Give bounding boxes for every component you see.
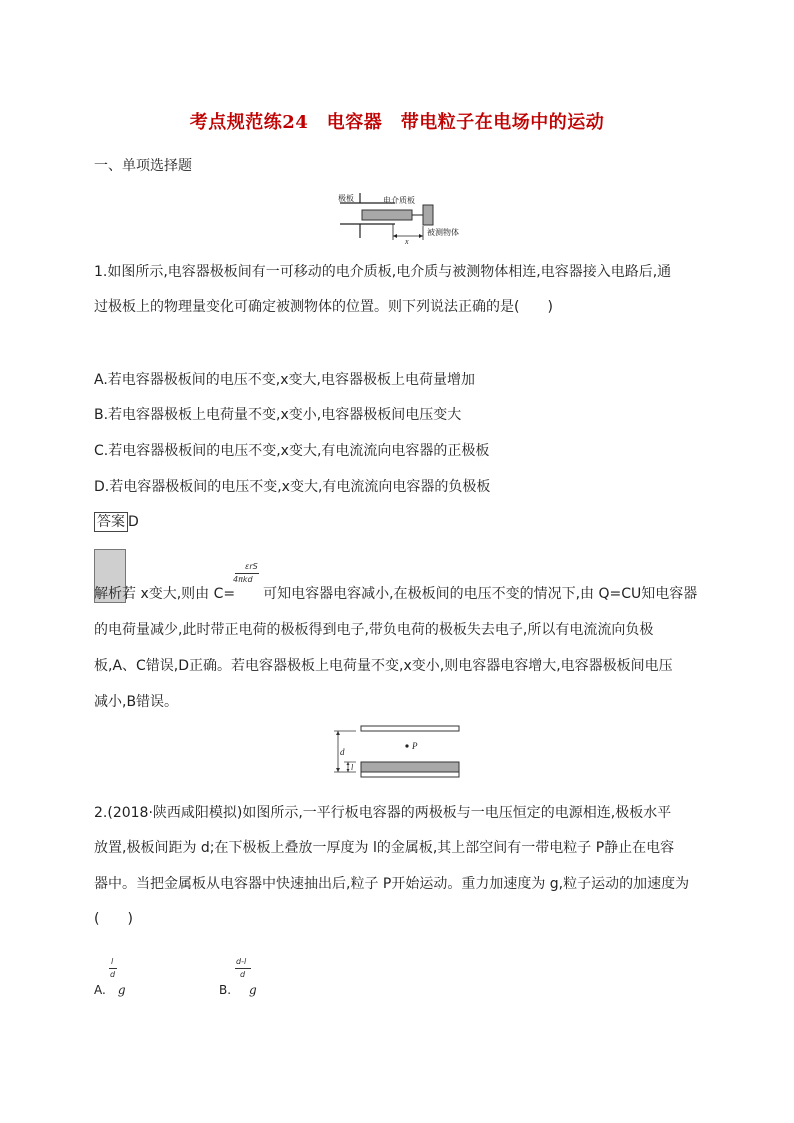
label-p: P [412,741,418,751]
q2-stem-line2: 放置,极板间距为 d;在下极板上叠放一厚度为 l的金属板,其上部空间有一带电粒子 P静止在电容 [94,840,675,856]
q2-option-b [219,983,257,997]
section-heading: 一、单项选择题 [94,158,192,174]
q2-stem-line1: 2.(2018·陕西咸阳模拟)如图所示,一平行板电容器的两极板与一电压恒定的电源相连,极板水平 [94,805,672,821]
q1-analysis-line4: 减小,B错误。 [94,694,179,710]
label-dielectric: 电介质板 [383,196,415,205]
optA-label: A. [94,983,106,997]
analysis-post: 可知电容器电容减小,在极板间的电压不变的情况下,由 Q=CU知电容器 [263,586,698,602]
optA-denominator: d [110,970,116,979]
label-d: d [340,747,345,757]
parallel-plate-figure [326,722,466,782]
q1-analysis-line3: 板,A、C错误,D正确。若电容器极板上电荷量不变,x变小,则电容器电容增大,电容器极板间电压 [94,658,673,674]
optA-bar [109,968,117,969]
q1-analysis-line1 [94,584,697,604]
answer-tag: 答案 [94,512,128,532]
optB-bar [235,968,251,969]
q2-option-a [94,983,126,997]
answer-value: D [128,514,139,530]
optB-g: g [249,983,257,997]
optB-label: B. [219,983,232,997]
q1-option-a: A.若电容器极板间的电压不变,x变大,电容器极板上电荷量增加 [94,372,475,388]
label-object: 被测物体 [427,228,459,237]
optB-numerator: d-l [236,957,247,966]
q1-answer [94,512,139,532]
label-x: x [405,237,409,246]
label-l: l [351,763,354,772]
q1-analysis-line2: 的电荷量减少,此时带正电荷的极板得到电子,带负电荷的极板失去电子,所以有电流流向负极 [94,622,654,638]
formula-denominator: 4πkd [233,575,253,584]
q1-option-d: D.若电容器极板间的电压不变,x变大,有电流流向电容器的负极板 [94,479,491,495]
page-title: 考点规范练24 电容器 带电粒子在电场中的运动 [189,112,605,133]
q1-stem-line2: 过极板上的物理量变化可确定被测物体的位置。则下列说法正确的是( ) [94,299,553,315]
q2-stem-line4: ( ) [94,911,133,927]
formula-numerator: εrS [245,562,258,571]
q2-stem-line3: 器中。当把金属板从电容器中快速抽出后,粒子 P开始运动。重力加速度为 g,粒子运动的加速度为 [94,876,690,892]
analysis-tag: 解析 [94,586,122,602]
formula-bar [235,573,259,574]
q1-option-b: B.若电容器极板上电荷量不变,x变小,电容器极板间电压变大 [94,407,462,423]
label-plate: 极板 [338,194,354,203]
analysis-pre: 若 x变大,则由 C= [122,586,236,602]
optA-numerator: l [111,957,114,966]
optA-g: g [117,983,126,997]
optB-denominator: d [240,970,246,979]
capacitor-dielectric-figure [335,188,465,246]
q1-stem-line1: 1.如图所示,电容器极板间有一可移动的电介质板,电介质与被测物体相连,电容器接入电路后,通 [94,264,672,280]
q1-option-c: C.若电容器极板间的电压不变,x变大,有电流流向电容器的正极板 [94,443,490,459]
